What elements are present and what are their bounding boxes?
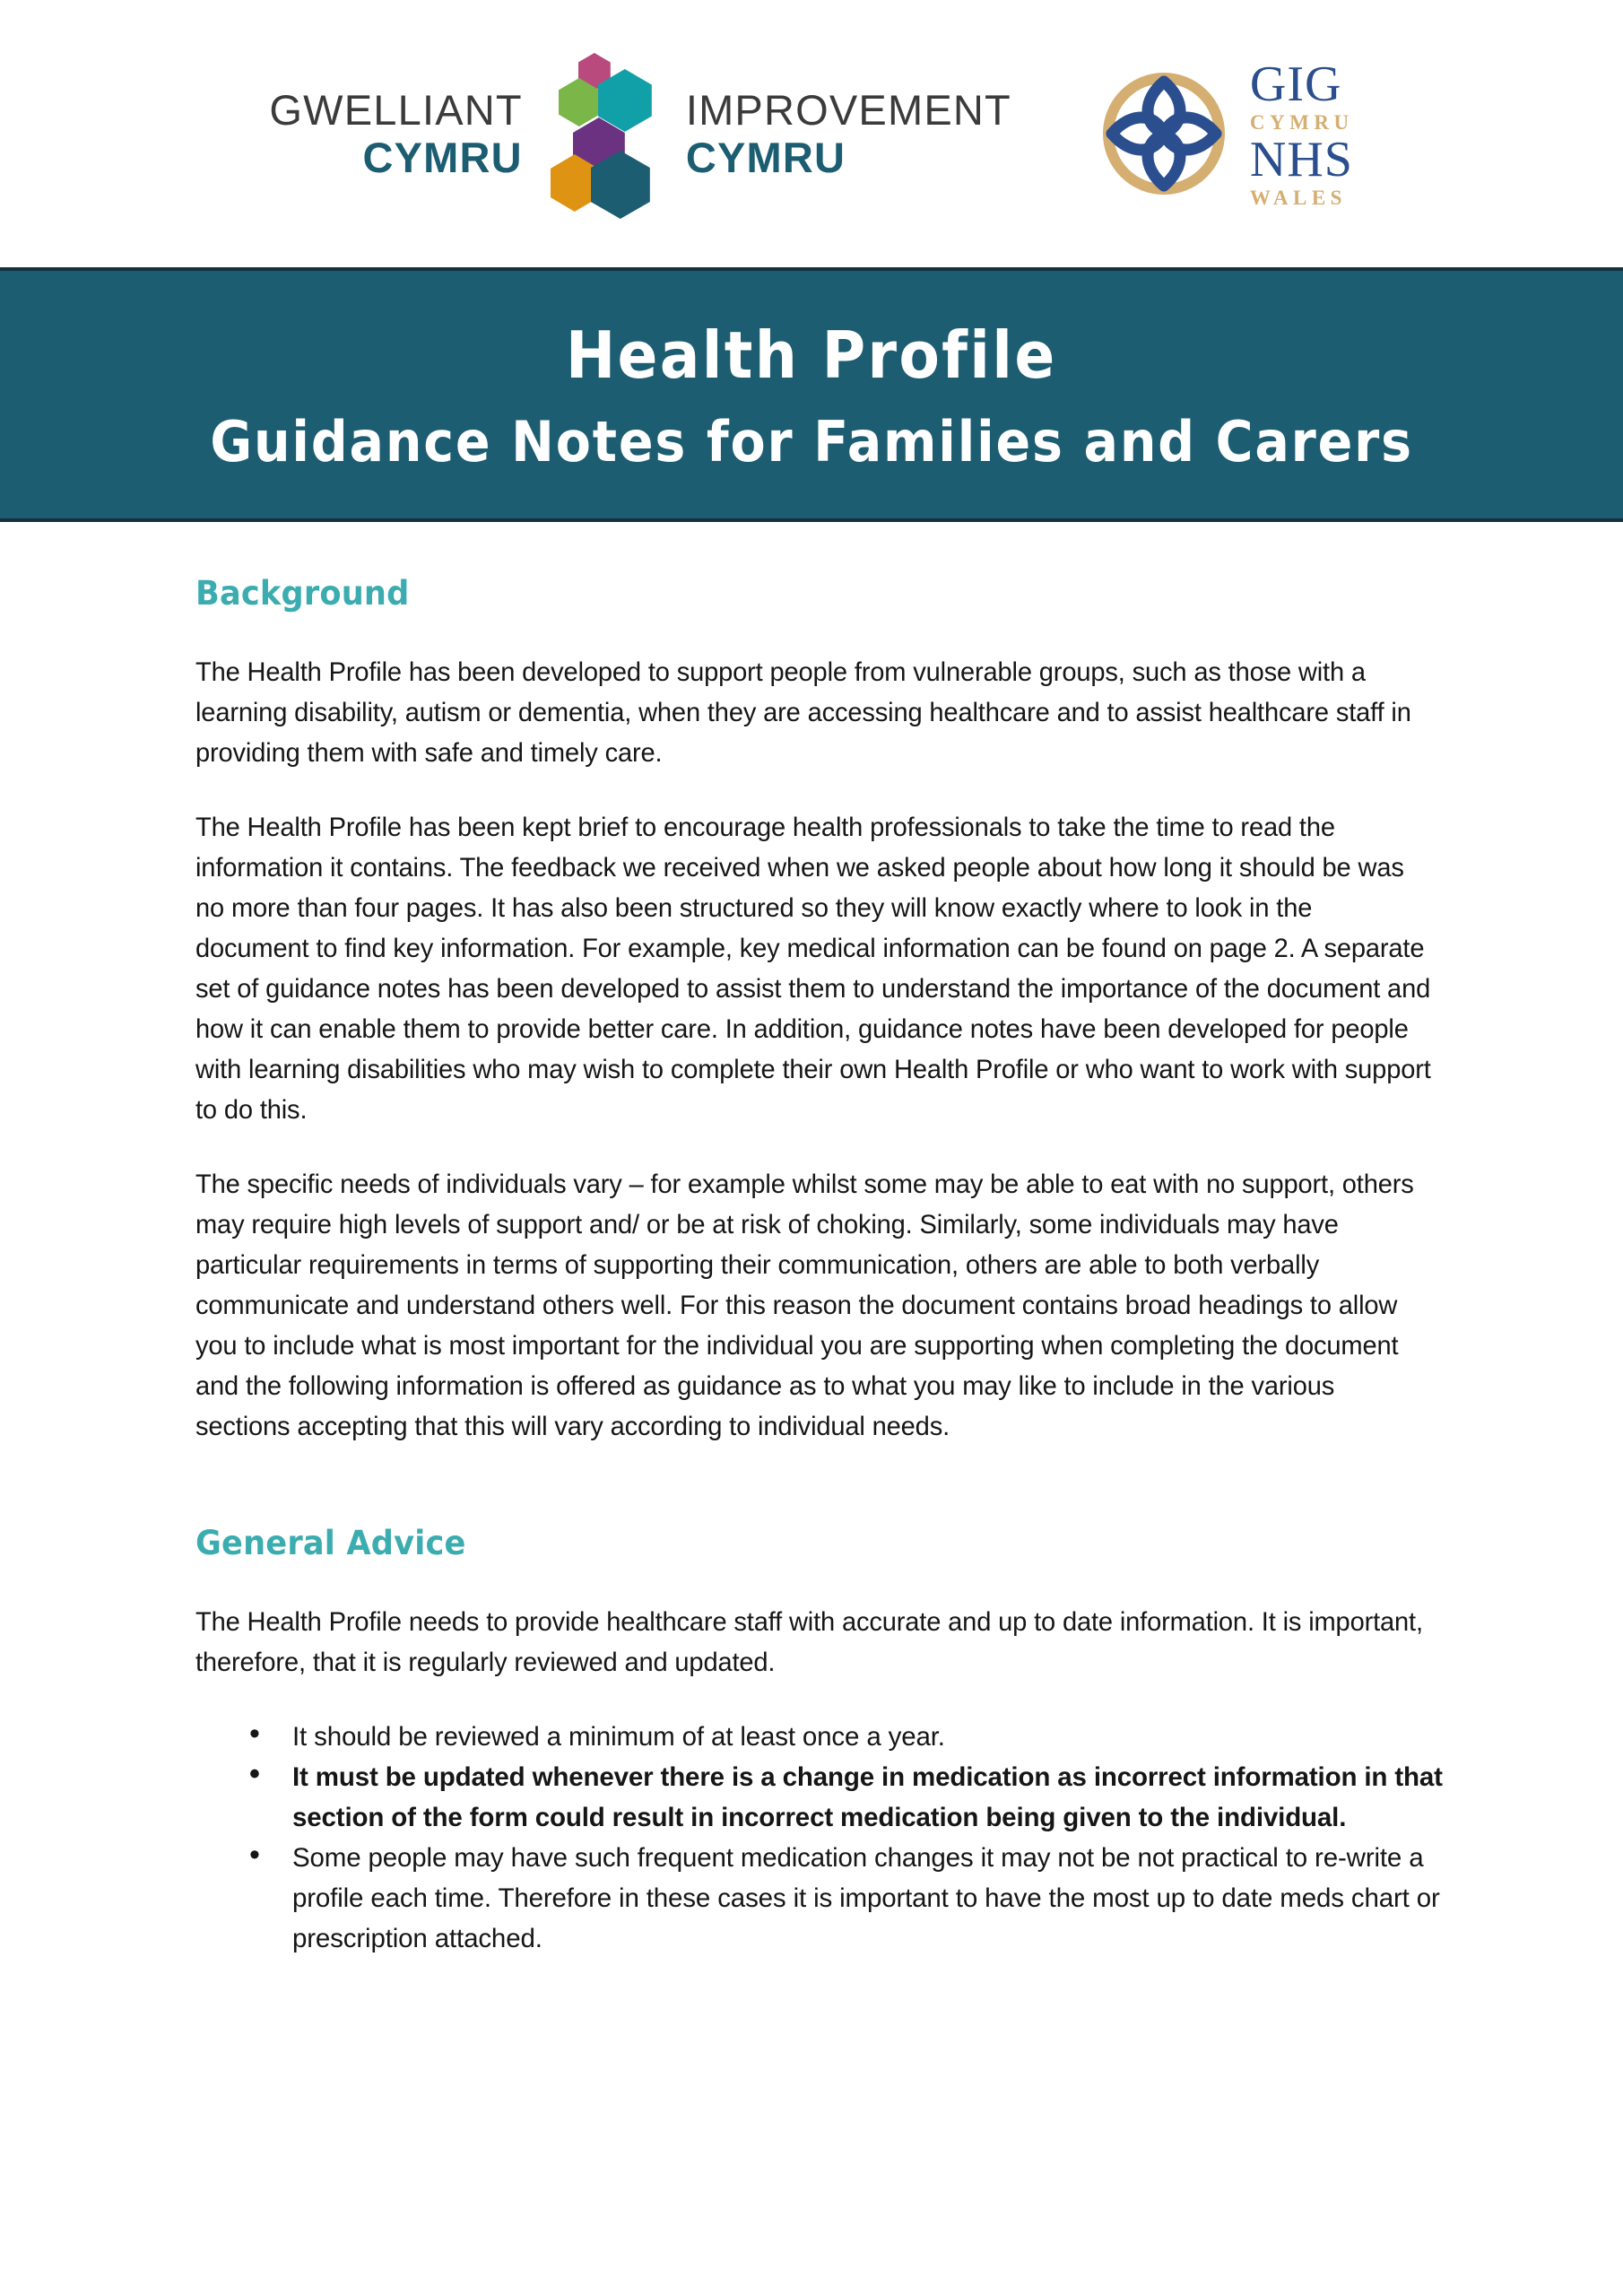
improvement-cymru-wordmark xyxy=(685,86,1011,181)
list-item: • Some people may have such frequent medication changes it may not be not practical to re-write a profile each time. Therefore in these cases it is important to have the most up to date meds chart or prescription attached. xyxy=(195,1838,1451,1959)
gig-text: GIG xyxy=(1249,57,1342,112)
list-item: • It must be updated whenever there is a change in medication as incorrect information in that section of the form could result in incorrect medication being given to the individual. xyxy=(195,1757,1451,1838)
improvement-cymru-logo xyxy=(269,53,1011,214)
nhs-wales-wordmark xyxy=(1250,59,1354,208)
general-advice-bullet-list xyxy=(195,1717,1451,1959)
paragraph: The Health Profile has been kept brief to encourage health professionals to take the time to read the information it contains. The feedback we received when we asked people about how long it should be was no more than four pages. It has also been structured so they will know exactly where to look in the document to find key information. For example, key medical information can be found on page 2. A separate set of guidance notes has been developed to assist them to understand the importance of the document and how it can enable them to provide better care. In addition, guidance notes have been developed for people with learning disabilities who may wish to complete their own Health Profile or who want to work with support to do this. xyxy=(195,813,1431,1125)
page-title: Health Profile xyxy=(566,317,1057,394)
cymru-english-text: CYMRU xyxy=(685,134,846,181)
nhs-text: NHS xyxy=(1249,132,1353,187)
cymru-welsh-text: CYMRU xyxy=(362,134,523,181)
celtic-knot-icon xyxy=(1092,62,1236,205)
page-header xyxy=(0,0,1623,267)
hexagon-cluster-icon xyxy=(546,53,663,214)
paragraph: The specific needs of individuals vary – for example whilst some may be able to eat with no support, others may require high levels of support and/ or be at risk of choking. Similarly, some individuals may have particular requirements in terms of supporting their communication, others are able to both verbally communicate and understand others well. For this reason the document contains broad headings to allow you to include what is most important for the individual you are supporting when completing the document and the following information is offered as guidance as to what you may like to include in the various sections accepting that this will vary according to individual needs. xyxy=(195,1170,1414,1441)
gwelliant-cymru-wordmark xyxy=(269,86,523,181)
paragraph: The Health Profile has been developed to support people from vulnerable groups, such as those with a learning disability, autism or dementia, when they are accessing healthcare and to assist healthcare staff in providing them with safe and timely care. xyxy=(195,657,1411,768)
wales-text: WALES xyxy=(1249,187,1347,209)
page-subtitle: Guidance Notes for Families and Carers xyxy=(210,408,1413,474)
section-heading-background: Background xyxy=(195,574,410,613)
title-banner xyxy=(0,267,1623,522)
document-body xyxy=(195,574,1451,1959)
paragraph: The Health Profile needs to provide healthcare staff with accurate and up to date information. It is important, therefore, that it is regularly reviewed and updated. xyxy=(195,1607,1423,1677)
gwelliant-text: GWELLIANT xyxy=(269,86,523,134)
section-heading-general-advice: General Advice xyxy=(195,1524,466,1562)
section-spacer xyxy=(195,1481,1451,1524)
improvement-text: IMPROVEMENT xyxy=(685,86,1011,134)
nhs-wales-logo xyxy=(1092,59,1354,208)
cymru-text: CYMRU xyxy=(1249,111,1354,134)
list-item: • It should be reviewed a minimum of at least once a year. xyxy=(195,1717,1451,1757)
